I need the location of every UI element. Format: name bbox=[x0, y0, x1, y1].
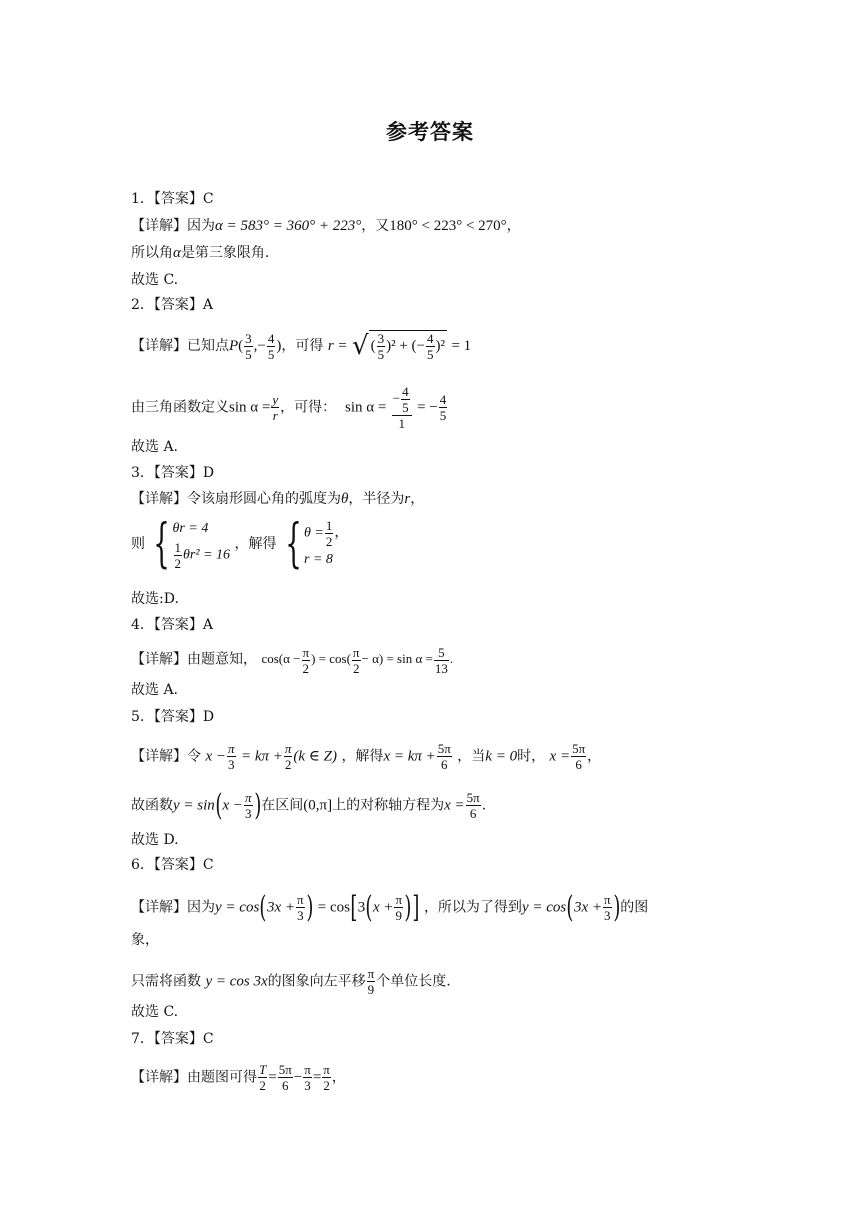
q4-choice: 故选 A. bbox=[131, 682, 179, 698]
q1-answer: 1．【答案】C bbox=[131, 191, 214, 207]
q6-answer: 6．【答案】C bbox=[131, 857, 214, 873]
q7-answer: 7．【答案】C bbox=[131, 1031, 214, 1047]
q5-choice: 故选 D. bbox=[131, 832, 179, 848]
q1-choice: 故选 C. bbox=[131, 272, 179, 288]
q1-detail-line2: 所以角α是第三象限角. bbox=[131, 245, 270, 261]
q5-detail-line2: 故函数y = sin(x − $\frac{\pi}{3}$ )在区间(0,π]上的对称轴方程为x = $\frac{5\pi}{6}$ . bbox=[131, 787, 487, 823]
q2-answer: 2．【答案】A bbox=[131, 297, 214, 313]
q3-system: 则 { θr = 4 $\frac{1}{2}$ θr² = 16 ，解得 { θ = $\frac{1}{2}$ ， r = 8 bbox=[131, 514, 349, 574]
q6-detail-line3: 只需将函数 y = cos 3x的图象向左平移 $\frac{\pi}{9}$ 个单位长度. bbox=[131, 966, 451, 997]
q3-detail: 【详解】令该扇形圆心角的弧度为θ，半径为r， bbox=[131, 491, 425, 507]
q6-detail: 【详解】因为y = cos(3x + $\frac{\pi}{3}$ ) = cos[3(x + $\frac{\pi}{9}$ )] ，所以为了得到y = cos(3x + $\frac{\pi}{3}$ )的图 bbox=[131, 889, 649, 925]
q1-detail: 【详解】因为α = 583° = 360° + 223°，又180° < 223° < 270°， bbox=[131, 218, 521, 234]
q2-choice: 故选 A. bbox=[131, 439, 179, 455]
page-title: 参考答案 bbox=[386, 120, 474, 144]
q6-choice: 故选 C. bbox=[131, 1004, 179, 1020]
q4-detail: 【详解】由题意知， cos(α − $\frac{\pi}{2}$ ) = cos( $\frac{\pi}{2}$ − α) = sin α = $\frac{5}{13}$ . bbox=[131, 645, 454, 676]
q6-detail-line2: 象， bbox=[131, 932, 159, 948]
q2-detail-line2: 由三角函数定义sin α = $\frac{y}{r}$ ，可得： sin α = − $\frac{4}{5}$ 1 = − $\frac{4}{5}$ bbox=[131, 384, 447, 431]
q2-detail: 【详解】已知点P( $\frac{3}{5}$ ,− $\frac{4}{5}$ )，可得 r = √ ( $\frac{3}{5}$ )² + (− $\frac{4}{5}$ )² = 1 bbox=[131, 330, 472, 362]
q4-answer: 4．【答案】A bbox=[131, 617, 214, 633]
q5-answer: 5．【答案】D bbox=[131, 709, 215, 725]
q7-detail: 【详解】由题图可得 $\frac{T}{2}$ = $\frac{5\pi}{6}$ − $\frac{\pi}{3}$ = $\frac{\pi}{2}$ ， bbox=[131, 1062, 346, 1093]
q5-detail: 【详解】令 x − $\frac{\pi}{3}$ = kπ + $\frac{\pi}{2}$ (k ∈ Z) ，解得x = kπ + $\frac{5\pi}{6}$ ，当k = 0时， x = $\frac{5\pi}{6}$ ， bbox=[131, 741, 602, 772]
q3-answer: 3．【答案】D bbox=[131, 465, 215, 481]
q3-choice: 故选:D. bbox=[131, 591, 179, 607]
